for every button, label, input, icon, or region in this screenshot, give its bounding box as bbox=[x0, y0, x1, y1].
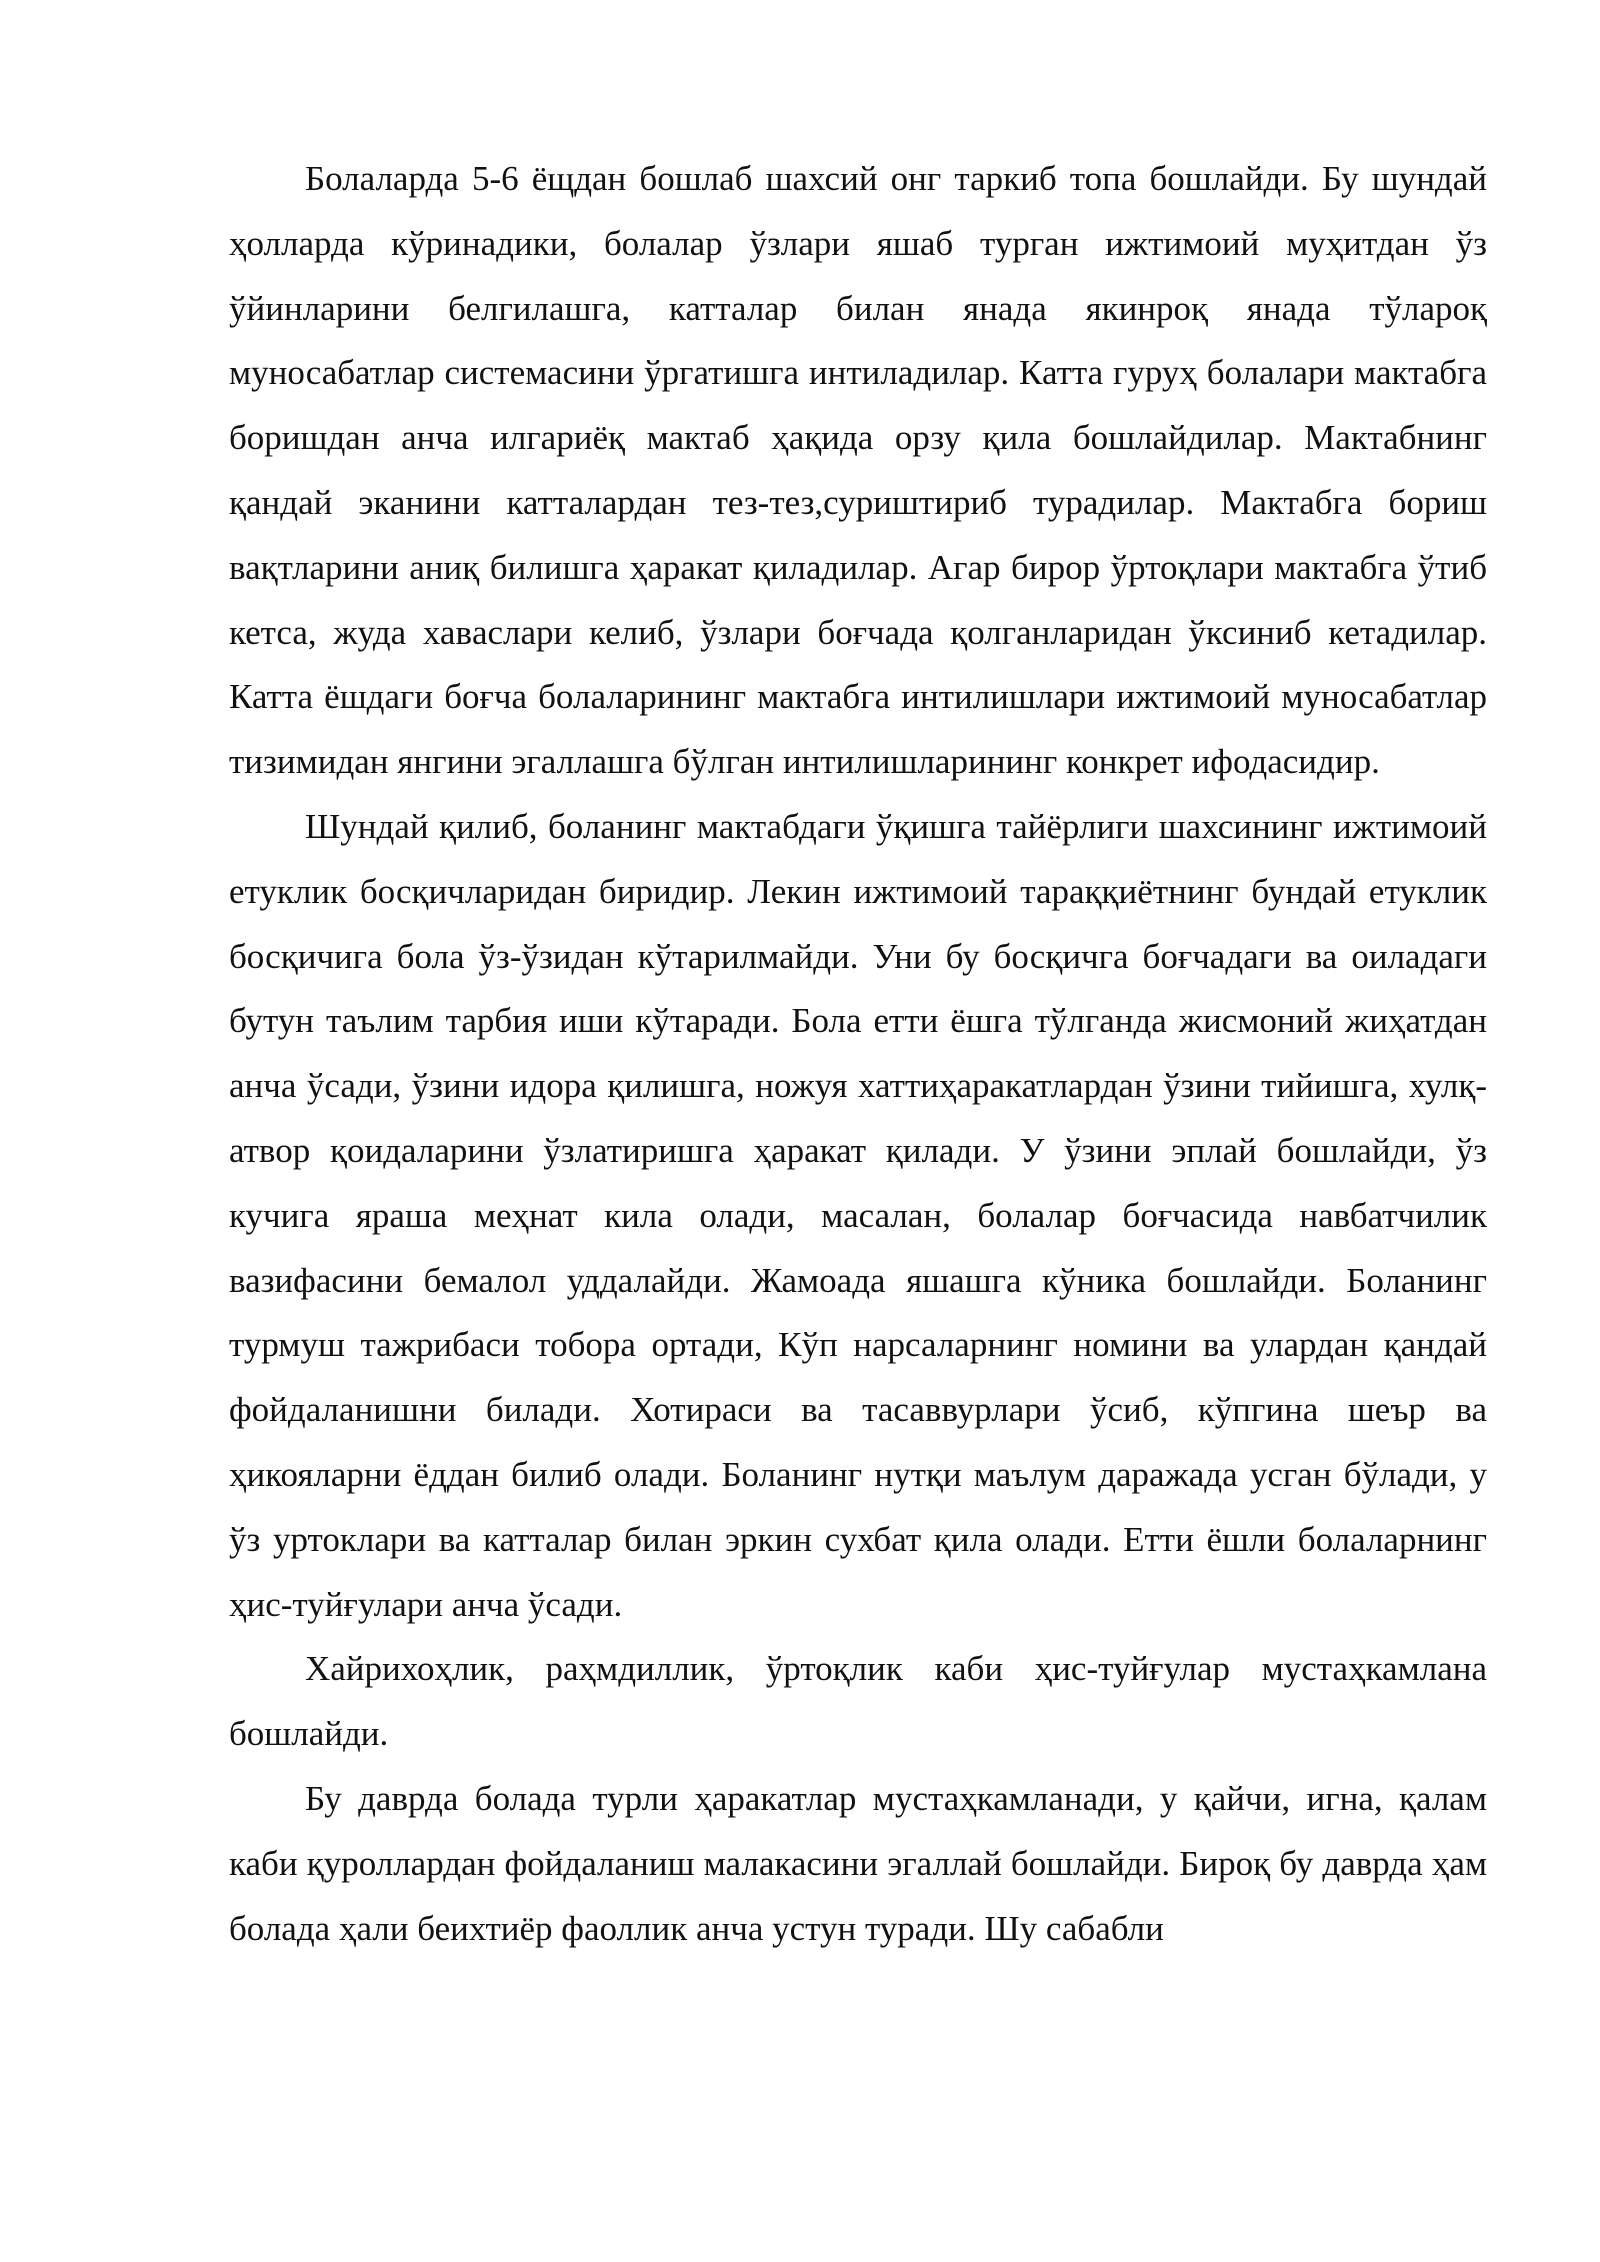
body-text bbox=[229, 147, 1487, 1961]
paragraph-1: Болаларда 5-6 ёщдан бошлаб шахсий онг таркиб топа бошлайди. Бу шундай ҳолларда кўринадики, болалар ўзлари яшаб турган ижтимоий муҳитдан ўз ўйинларини белгилашга, катталар билан янада якинроқ янада тўлароқ муносабатлар системасини ўргатишга интиладилар. Катта гуруҳ болалари мактабга боришдан анча илгариёқ мактаб ҳақида орзу қила бошлайдилар. Мактабнинг қандай эканини катталардан тез-тез,суриштириб турадилар. Мактабга бориш вақтларини аниқ билишга ҳаракат қиладилар. Агар бирор ўртоқлари мактабга ўтиб кетса, жуда хавaслари келиб, ўзлари боғчада қолганларидан ўксиниб кетадилар. Катта ёшдаги боғча болаларининг мактабга интилишлари ижтимоий муносабатлар тизимидан янгини эгаллашга бўлган интилишларининг конкрет ифодасидир. bbox=[229, 159, 1487, 782]
paragraph-3: Хайрихоҳлик, раҳмдиллик, ўртоқлик каби ҳис-туйғулар мустаҳкамлана бошлайди. bbox=[229, 1649, 1487, 1754]
paragraph-2: Шундай қилиб, боланинг мактабдаги ўқишга тайёрлиги шахсининг ижтимоий етуклик босқичларидан биридир. Лекин ижтимоий тараққиётнинг бундай етуклик босқичига бола ўз-ўзидан кўтарилмайди. Уни бу босқичга боғчадаги ва оиладаги бутун таълим тарбия иши кўтаради. Бола етти ёшга тўлганда жисмоний жиҳатдан анча ўсади, ўзини идора қилишга, ножуя хаттиҳаракатлардан ўзини тийишга, хулқ-атвор қоидаларини ўзлатиришга ҳаракат қилади. У ўзини эплай бошлайди, ўз кучига яраша меҳнат кила олади, масалан, болалар боғчасида навбатчилик вазифасини бемалол уддалайди. Жамоада яшашга кўника бошлайди. Боланинг турмуш тажрибаси тобора ортади, Кўп нарсаларнинг номини ва улардан қандай фойдаланишни билади. Хотираси ва тасаввурлари ўсиб, кўпгина шеър ва ҳикояларни ёддан билиб олади. Боланинг нутқи маълум даражада усган бўлади, у ўз уртоклари ва катталар билан эркин сухбат қила олади. Етти ёшли болаларнинг ҳис-туйғулари анча ўсади. bbox=[229, 806, 1487, 1624]
paragraph-4: Бу даврда болада турли ҳаракатлар мустаҳкамланади, у қайчи, игна, қалам каби қуроллардан фойдаланиш малакасини эгаллай бошлайди. Бироқ бу даврда ҳам болада ҳали беихтиёр фаоллик анча устун туради. Шу сабабли bbox=[229, 1778, 1487, 1948]
